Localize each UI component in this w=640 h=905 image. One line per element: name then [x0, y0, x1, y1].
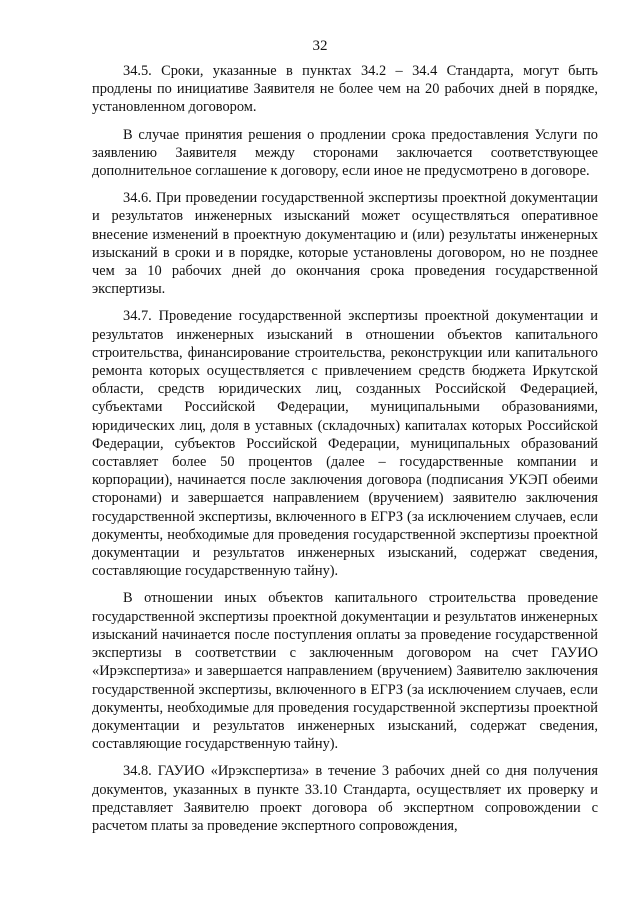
paragraph-34-6: 34.6. При проведении государственной экспертизы проектной документации и результатов инженерных изысканий может осуществляться оперативное внесение изменений в проектную документацию и (или) результаты инженерных изысканий в сроки и в порядке, которые установлены договором, но не позднее чем за 10 рабочих дней до окончания срока проведения государственной экспертизы. [92, 190, 598, 298]
page-number: 32 [312, 38, 328, 54]
paragraph-other-objects: В отношении иных объектов капитального строительства проведение государственной экспертизы проектной документации и результатов инженерных изысканий начинается после поступления оплаты за проведение государственной экспертизы в соответствии с заключенным договором на счет ГАУИО «Ирэкспертиза» и завершается направлением (вручением) Заявителю заключения государственной экспертизы, включенного в ЕГРЗ (за исключением случаев, если документы, необходимые для проведения государственной экспертизы проектной документации и результатов инженерных изысканий, содержат сведения, составляющие государственную тайну). [92, 590, 598, 753]
paragraph-34-7: 34.7. Проведение государственной экспертизы проектной документации и результатов инженерных изысканий в отношении объектов капитального строительства, финансирование строительства, реконструкции или капитального ремонта которых осуществляется с привлечением средств бюджета Иркутской области, средств юридических лиц, созданных Российской Федерацией, субъектами Российской Федерации, муниципальными образованиями, юридических лиц, доля в уставных (складочных) капиталах которых Российской Федерации, субъектов Российской Федерации, муниципальных образований составляет более 50 процентов (далее – государственные компании и корпорации), начинается после заключения договора (подписания УКЭП обеими сторонами) и завершается направлением (вручением) заявителю заключения государственной экспертизы, включенного в ЕГРЗ (за исключением случаев, если документы, необходимые для проведения государственной экспертизы проектной документации и результатов инженерных изысканий, содержат сведения, составляющие государственную тайну). [92, 308, 598, 580]
paragraph-34-5: 34.5. Сроки, указанные в пунктах 34.2 – 34.4 Стандарта, могут быть продлены по инициативе Заявителя не более чем на 20 рабочих дней в порядке, установленном договором. [92, 63, 598, 116]
document-body [92, 62, 598, 844]
paragraph-34-8: 34.8. ГАУИО «Ирэкспертиза» в течение 3 рабочих дней со дня получения документов, указанных в пункте 33.10 Стандарта, осуществляет их проверку и представляет Заявителю проект договора об экспертном сопровождении с расчетом платы за проведение экспертного сопровождения, [92, 763, 598, 834]
paragraph-extension-agreement: В случае принятия решения о продлении срока предоставления Услуги по заявлению Заявителя между сторонами заключается соответствующее дополнительное соглашение к договору, если иное не предусмотрено в договоре. [92, 126, 598, 180]
